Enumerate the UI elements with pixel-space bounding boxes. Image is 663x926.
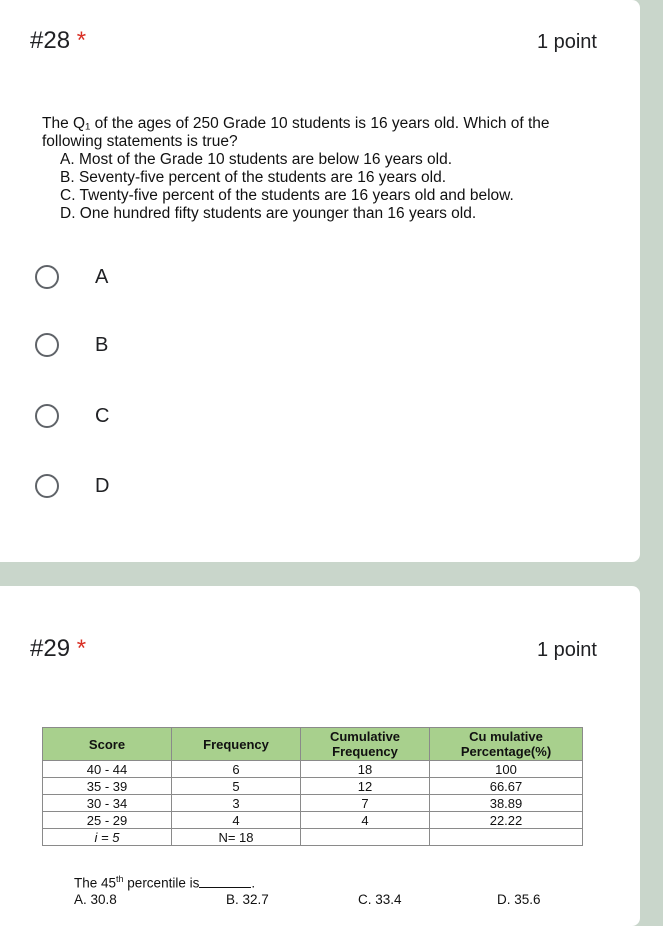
question-card-29 xyxy=(0,586,640,926)
radio-button[interactable] xyxy=(35,265,59,289)
table-cell: 30 - 34 xyxy=(43,795,172,812)
stem-option-b: B. Seventy-five percent of the students are 16 years old. xyxy=(60,169,446,186)
choice-label: D xyxy=(95,474,110,497)
table-cell: 6 xyxy=(172,761,301,778)
stem-line: following statements is true? xyxy=(42,133,238,150)
choice-c[interactable] xyxy=(35,401,109,431)
points-label: 1 point xyxy=(536,639,597,661)
header-frequency: Frequency xyxy=(172,728,301,761)
table-header-row xyxy=(43,728,583,761)
radio-button[interactable] xyxy=(35,474,59,498)
choice-d[interactable] xyxy=(35,471,109,501)
table-cell: 12 xyxy=(301,778,430,795)
answer-option-d: D. 35.6 xyxy=(497,892,541,907)
percentile-prompt xyxy=(74,874,255,891)
frequency-table xyxy=(42,727,583,846)
table-cell xyxy=(430,829,583,846)
prompt-text: percentile is xyxy=(123,875,200,891)
table-cell: 40 - 44 xyxy=(43,761,172,778)
points-label: 1 point xyxy=(536,31,597,53)
question-image-text xyxy=(42,115,602,223)
table-cell: 4 xyxy=(172,812,301,829)
table-cell: 38.89 xyxy=(430,795,583,812)
table-cell: 35 - 39 xyxy=(43,778,172,795)
table-row xyxy=(43,812,583,829)
table-cell: 22.22 xyxy=(430,812,583,829)
header-cumulative-frequency: Cumulative Frequency xyxy=(301,728,430,761)
prompt-superscript: th xyxy=(116,874,124,884)
choice-label: A xyxy=(95,265,109,288)
choice-a[interactable] xyxy=(35,262,108,292)
table-cell xyxy=(43,829,172,846)
total-frequency: N= 18 xyxy=(172,829,301,846)
table-cell: 7 xyxy=(301,795,430,812)
header-score: Score xyxy=(43,728,172,761)
stem-option-c: C. Twenty-five percent of the students are 16 years old and below. xyxy=(60,187,514,204)
question-number: #28 xyxy=(30,27,71,54)
radio-button[interactable] xyxy=(35,404,59,428)
required-asterisk: * xyxy=(76,635,87,662)
answer-option-a: A. 30.8 xyxy=(74,892,117,907)
table-cell xyxy=(301,829,430,846)
table-cell: 3 xyxy=(172,795,301,812)
answer-option-b: B. 32.7 xyxy=(226,892,269,907)
choice-label: C xyxy=(95,404,110,427)
class-width: i = 5 xyxy=(94,829,120,845)
table-cell: 25 - 29 xyxy=(43,812,172,829)
table-cell: 66.67 xyxy=(430,778,583,795)
choice-label: B xyxy=(95,333,109,356)
table-footer-row xyxy=(43,829,583,846)
stem-option-d: D. One hundred fifty students are younger than 16 years old. xyxy=(60,205,477,222)
question-title xyxy=(30,635,86,663)
table-row xyxy=(43,761,583,778)
answer-blank xyxy=(199,877,251,888)
table-cell: 4 xyxy=(301,812,430,829)
answer-option-c: C. 33.4 xyxy=(358,892,402,907)
question-number: #29 xyxy=(30,635,71,662)
table-cell: 18 xyxy=(301,761,430,778)
stem-line: The Q₁ of the ages of 250 Grade 10 students is 16 years old. Which of the xyxy=(42,115,550,132)
table-cell: 5 xyxy=(172,778,301,795)
required-asterisk: * xyxy=(76,27,87,54)
radio-button[interactable] xyxy=(35,333,59,357)
header-cumulative-percentage: Cu mulative Percentage(%) xyxy=(430,728,583,761)
table-row xyxy=(43,778,583,795)
stem-option-a: A. Most of the Grade 10 students are below 16 years old. xyxy=(60,151,453,168)
prompt-text: . xyxy=(251,875,256,891)
table-cell: 100 xyxy=(430,761,583,778)
choice-b[interactable] xyxy=(35,330,108,360)
question-title xyxy=(30,27,86,55)
prompt-text: The 45 xyxy=(74,875,117,891)
table-row xyxy=(43,795,583,812)
